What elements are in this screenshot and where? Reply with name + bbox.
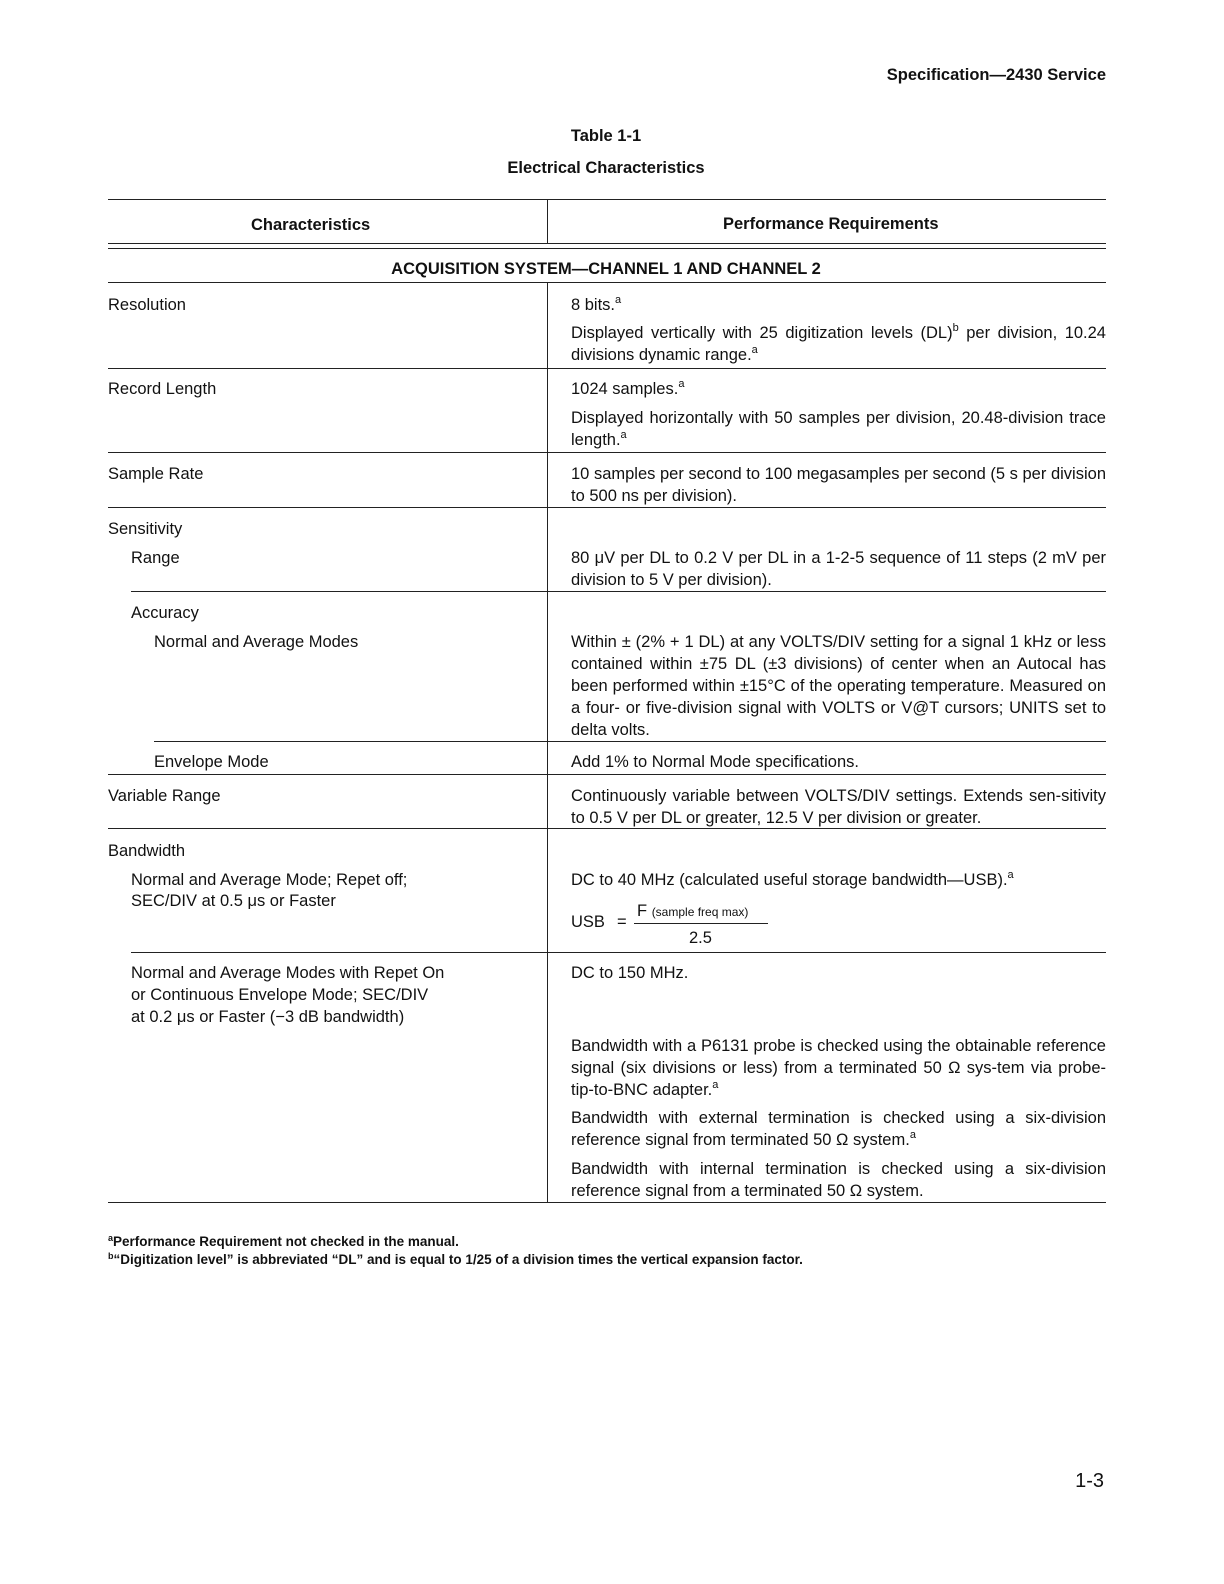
- table-number: Table 1-1: [570, 127, 642, 145]
- footnote-ref: b: [952, 322, 959, 334]
- row-rule: [108, 507, 1106, 508]
- row-label-accuracy: Accuracy: [131, 604, 199, 622]
- table-bottom-rule: [108, 1202, 1106, 1203]
- header-double-rule-2: [108, 248, 1106, 249]
- formula-denominator: 2.5: [689, 929, 712, 947]
- footnote-ref: a: [712, 1079, 719, 1091]
- formula-numerator-subscript: (sample freq max): [651, 905, 749, 919]
- section-heading: ACQUISITION SYSTEM—CHANNEL 1 AND CHANNEL 2: [391, 260, 821, 278]
- footnote-ref: a: [1007, 869, 1014, 881]
- header-double-rule-1: [108, 243, 1106, 244]
- requirement-record-length-display: Displayed horizontally with 50 samples per division, 20.48-division trace length.$^a$: [571, 409, 1106, 449]
- row-rule: [108, 452, 1106, 453]
- requirement-bandwidth-repet-on: DC to 150 MHz.: [571, 964, 689, 982]
- row-label-envelope-mode: Envelope Mode: [154, 753, 269, 771]
- column-header-characteristics: Characteristics: [251, 216, 371, 234]
- row-label-bandwidth-repet-on: Normal and Average Modes with Repet On: [131, 964, 445, 982]
- footnote-ref: a: [615, 294, 622, 306]
- footnote-ref: a: [678, 378, 685, 390]
- row-rule: [154, 741, 1106, 742]
- table-top-rule: [108, 199, 1106, 200]
- formula-equals: =: [617, 913, 627, 931]
- requirement-record-length-samples: 1024 samples.$^a$: [571, 378, 685, 398]
- row-label-sensitivity: Sensitivity: [108, 520, 183, 538]
- usb-formula: [571, 897, 791, 953]
- footnote-ref: a: [620, 429, 627, 441]
- requirement-range: 80 μV per DL to 0.2 V per DL in a 1-2-5 sequence of 11 steps (2 mV per division to 5 V per division).: [571, 549, 1106, 589]
- row-label-sample-rate: Sample Rate: [108, 465, 204, 483]
- column-divider: [547, 199, 548, 243]
- row-label-bandwidth-repet-off: Normal and Average Mode; Repet off;: [131, 871, 408, 889]
- fraction-bar: [634, 923, 768, 924]
- requirement-envelope-mode: Add 1% to Normal Mode specifications.: [571, 753, 859, 771]
- bandwidth-note-external-termination: Bandwidth with external termination is checked using a six-division reference signal from terminated 50 Ω system.$^a$: [571, 1109, 1106, 1149]
- row-rule: [108, 368, 1106, 369]
- column-header-performance: Performance Requirements: [723, 215, 939, 233]
- requirement-resolution-bits: 8 bits.$^a$: [571, 294, 622, 314]
- row-label-variable-range: Variable Range: [108, 787, 221, 805]
- row-label-bandwidth-repet-on: at 0.2 μs or Faster (−3 dB bandwidth): [131, 1008, 405, 1026]
- row-rule: [131, 591, 1106, 592]
- row-label-record-length: Record Length: [108, 380, 217, 398]
- section-rule: [108, 282, 1106, 283]
- table-title: Electrical Characteristics: [507, 159, 705, 177]
- footnote-ref: a: [909, 1129, 916, 1141]
- row-label-resolution: Resolution: [108, 296, 186, 314]
- page-number: 1-3: [1075, 1470, 1104, 1492]
- row-label-bandwidth-repet-off: SEC/DIV at 0.5 μs or Faster: [131, 892, 336, 910]
- footnote-b: $^b$“Digitization level” is abbreviated “DL” and is equal to 1/25 of a division times the vertical expansion factor.: [108, 1251, 803, 1267]
- row-label-range: Range: [131, 549, 180, 567]
- requirement-variable-range: Continuously variable between VOLTS/DIV settings. Extends sen-sitivity to 0.5 V per DL or greater, 12.5 V per division or greater.: [571, 787, 1106, 827]
- requirement-sample-rate: 10 samples per second to 100 megasamples per second (5 s per division to 500 ns per division).: [571, 465, 1106, 505]
- row-label-bandwidth: Bandwidth: [108, 842, 186, 860]
- footnote-ref: a: [751, 344, 758, 356]
- row-label-bandwidth-repet-on: or Continuous Envelope Mode; SEC/DIV: [131, 986, 429, 1004]
- running-header: Specification—2430 Service: [886, 66, 1106, 84]
- column-divider: [547, 282, 548, 1202]
- requirement-bandwidth-repet-off: DC to 40 MHz (calculated useful storage bandwidth—USB).$^a$: [571, 869, 1014, 889]
- requirement-normal-average-modes: Within ± (2% + 1 DL) at any VOLTS/DIV setting for a signal 1 kHz or less contained within ±75 DL (±3 divisions) of center when an Autocal has been performed within ±15°C of the operating temperature. Measured on a four- or five-division signal with VOLTS or V@T cursors; UNITS set to delta volts.: [571, 633, 1106, 739]
- requirement-resolution-display: Displayed vertically with 25 digitization levels (DL)$^b$ per division, 10.24 divisions dynamic range.$^a$: [571, 322, 1106, 364]
- row-rule: [108, 774, 1106, 775]
- formula-numerator: F (sample freq max): [637, 902, 749, 920]
- bandwidth-note-probe: Bandwidth with a P6131 probe is checked using the obtainable reference signal (six divisions or less) from a terminated 50 Ω sys-tem via probe-tip-to-BNC adapter.$^a$: [571, 1037, 1106, 1099]
- footnote-a: $^a$Performance Requirement not checked in the manual.: [108, 1233, 459, 1249]
- formula-lhs: USB: [571, 913, 605, 931]
- bandwidth-note-internal-termination: Bandwidth with internal termination is checked using a six-division reference signal from a terminated 50 Ω system.: [571, 1160, 1106, 1200]
- row-label-normal-average-modes: Normal and Average Modes: [154, 633, 359, 651]
